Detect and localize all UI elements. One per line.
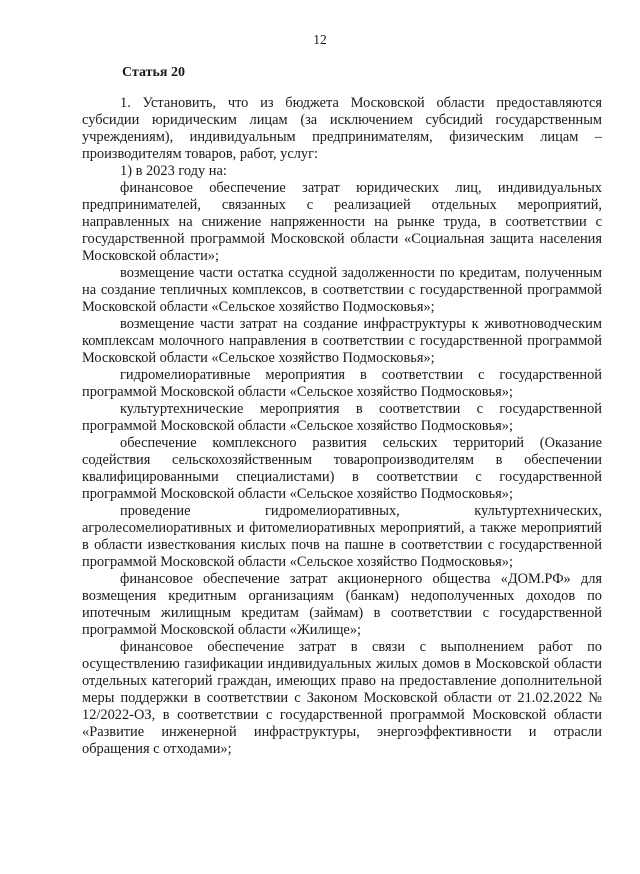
paragraph-greenhouse-loans: возмещение части остатка ссудной задолженности по кредитам, полученным на создание тепличных комплексов, в соответствии с государственной программой Московской области «Сельское хозяйство Подмосковья»; bbox=[82, 265, 602, 315]
paragraph-year-2023: 1) в 2023 году на: bbox=[120, 163, 227, 179]
paragraph-livestock-infrastructure: возмещение части затрат на создание инфраструктуры к животноводческим комплексам молочного направления в соответствии с государственной программой Московской области «Сельское хозяйство Подмосковья»; bbox=[82, 316, 602, 366]
paragraph-hydro-melioration: гидромелиоративные мероприятия в соответствии с государственной программой Московской области «Сельское хозяйство Подмосковья»; bbox=[82, 367, 602, 400]
paragraph-rural-development: обеспечение комплексного развития сельских территорий (Оказание содействия сельскохозяйственным товаропроизводителям в обеспечении квалифицированными специалистами) в соответствии с государственной программой Московской области «Сельское хозяйство Подмосковья»; bbox=[82, 435, 602, 502]
paragraph-cultural-technical: культуртехнические мероприятия в соответствии с государственной программой Московской области «Сельское хозяйство Подмосковья»; bbox=[82, 401, 602, 434]
paragraph-labor-market: финансовое обеспечение затрат юридических лиц, индивидуальных предпринимателей, связанных с реализацией отдельных мероприятий, направленных на снижение напряженности на рынке труда, в соответствии с государственной программой Московской области «Социальная защита населения Московской области»; bbox=[82, 180, 602, 264]
paragraph-gasification: финансовое обеспечение затрат в связи с выполнением работ по осуществлению газификации индивидуальных жилых домов в Московской области отдельных категорий граждан, имеющих право на предоставление дополнительной меры поддержки в соответствии с Законом Московской области от 21.02.2022 № 12/2022-ОЗ, в соответствии с государственной программой Московской области «Развитие инженерной инфраструктуры, энергоэффективности и отрасли обращения с отходами»; bbox=[82, 639, 602, 757]
paragraph-melioration-liming: проведение гидромелиоративных, культуртехнических, агролесомелиоративных и фитомелиоративных мероприятий, а также мероприятий в области известкования кислых почв на пашне в соответствии с государственной программой Московской области «Сельское хозяйство Подмосковья»; bbox=[82, 503, 602, 570]
paragraph-dom-rf: финансовое обеспечение затрат акционерного общества «ДОМ.РФ» для возмещения кредитным организациям (банкам) недополученных доходов по ипотечным жилищным кредитам (займам) в соответствии с государственной программой Московской области «Жилище»; bbox=[82, 571, 602, 638]
page-number: 12 bbox=[313, 32, 327, 47]
article-body bbox=[82, 95, 602, 758]
paragraph-intro: 1. Установить, что из бюджета Московской области предоставляются субсидии юридическим лицам (за исключением субсидий государственным учреждениям), индивидуальным предпринимателям, физическим лицам – производителям товаров, работ, услуг: bbox=[82, 95, 602, 162]
article-title: Статья 20 bbox=[122, 65, 185, 80]
